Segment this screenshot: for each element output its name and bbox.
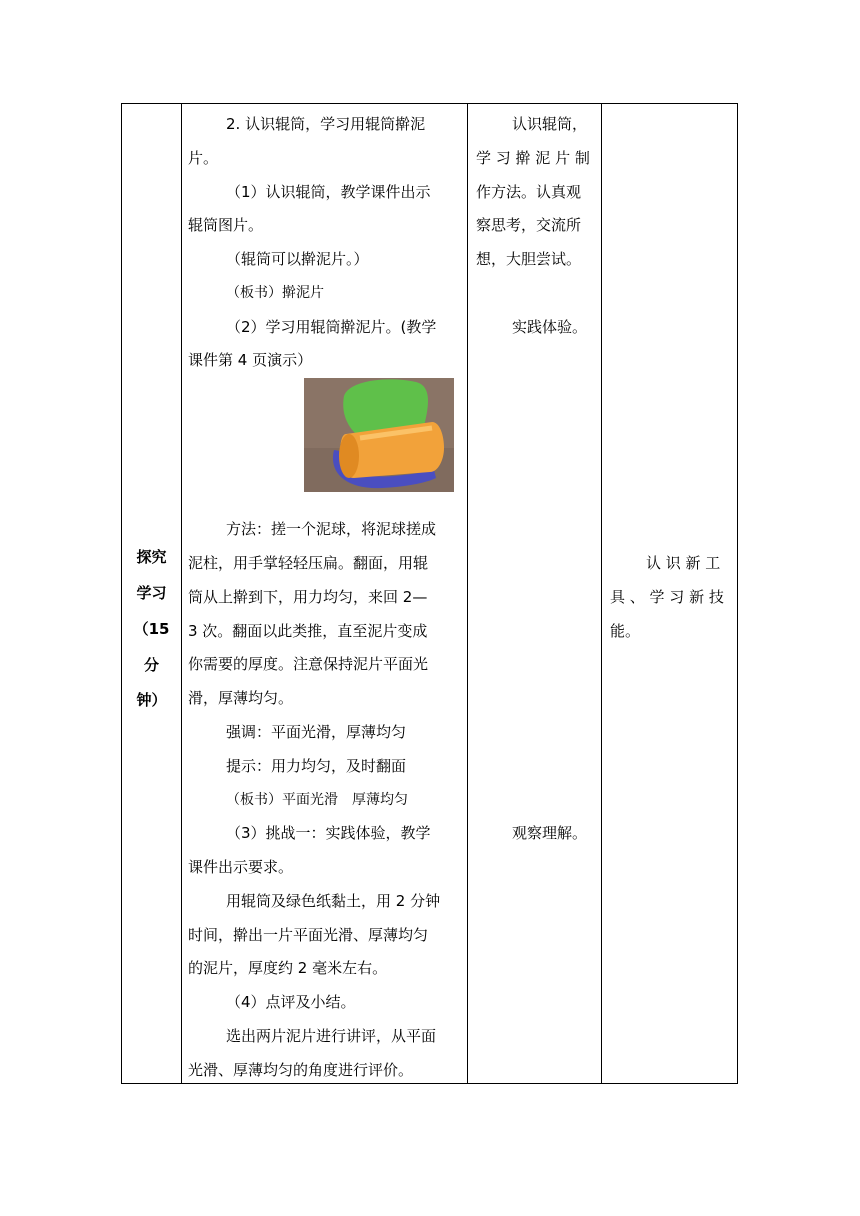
teacher-line: 筒从上擀到下，用力均匀，来回 2— [188, 588, 428, 606]
student-line: 作方法。认真观 [476, 183, 582, 201]
teacher-line: 3 次。翻面以此类推，直至泥片变成 [188, 622, 428, 640]
teacher-activity-cell [182, 104, 467, 1083]
student-line: 实践体验。 [512, 318, 588, 336]
intent-line: 具 、 学 习 新 技 [610, 588, 724, 606]
teacher-line: （3）挑战一：实践体验，教学 [226, 824, 431, 842]
section-label-cell [122, 104, 181, 1083]
teacher-line: 强调：平面光滑，厚薄均匀 [226, 723, 407, 741]
design-intent-cell [602, 104, 738, 1083]
teacher-line: （1）认识辊筒，教学课件出示 [226, 183, 431, 201]
teacher-line: 方法：搓一个泥球，将泥球搓成 [226, 520, 437, 538]
teacher-line: 的泥片，厚度约 2 毫米左右。 [188, 959, 388, 977]
intent-line: 能。 [610, 622, 641, 640]
teacher-line: （2）学习用辊筒擀泥片。(教学 [226, 318, 437, 336]
teacher-line: 你需要的厚度。注意保持泥片平面光 [188, 655, 429, 673]
teacher-line: 课件出示要求。 [188, 858, 294, 876]
teacher-line: 选出两片泥片进行讲评，从平面 [226, 1027, 437, 1045]
student-line: 察思考，交流所 [476, 216, 582, 234]
roller-clay-photo [304, 378, 454, 492]
teacher-line: 泥柱，用手掌轻轻压扁。翻面，用辊 [188, 554, 429, 572]
section-label-line: 探究 [136, 548, 167, 566]
intent-line: 认 识 新 工 [646, 554, 721, 572]
teacher-line: 用辊筒及绿色纸黏土，用 2 分钟 [226, 892, 441, 910]
student-line: 认识辊筒， [512, 115, 588, 133]
teacher-line: 片。 [188, 149, 219, 167]
teacher-line: （板书）擀泥片 [226, 285, 324, 301]
teacher-line: 滑，厚薄均匀。 [188, 689, 294, 707]
teacher-line: 课件第 4 页演示） [188, 351, 313, 369]
student-activity-cell [468, 104, 601, 1083]
teacher-line: 光滑、厚薄均匀的角度进行评价。 [188, 1061, 414, 1079]
teacher-line: 2. 认识辊筒，学习用辊筒擀泥 [226, 115, 426, 133]
teacher-line: 辊筒图片。 [188, 216, 264, 234]
teacher-line: （板书）平面光滑 厚薄均匀 [226, 792, 408, 808]
roller-end [339, 434, 359, 478]
teacher-line: 提示：用力均匀，及时翻面 [226, 757, 407, 775]
section-label-line: 钟） [136, 691, 167, 709]
teacher-line: （4）点评及小结。 [226, 993, 356, 1011]
section-label-line: （15 [133, 620, 170, 638]
student-line: 想，大胆尝试。 [476, 250, 582, 268]
student-line: 学 习 擀 泥 片 制 [476, 149, 590, 167]
student-line: 观察理解。 [512, 824, 588, 842]
teacher-line: （辊筒可以擀泥片。） [226, 250, 369, 268]
section-label-line: 分 [143, 656, 159, 674]
teacher-line: 时间，擀出一片平面光滑、厚薄均匀 [188, 926, 429, 944]
lesson-table [121, 103, 738, 1084]
section-label-line: 学习 [136, 584, 167, 602]
